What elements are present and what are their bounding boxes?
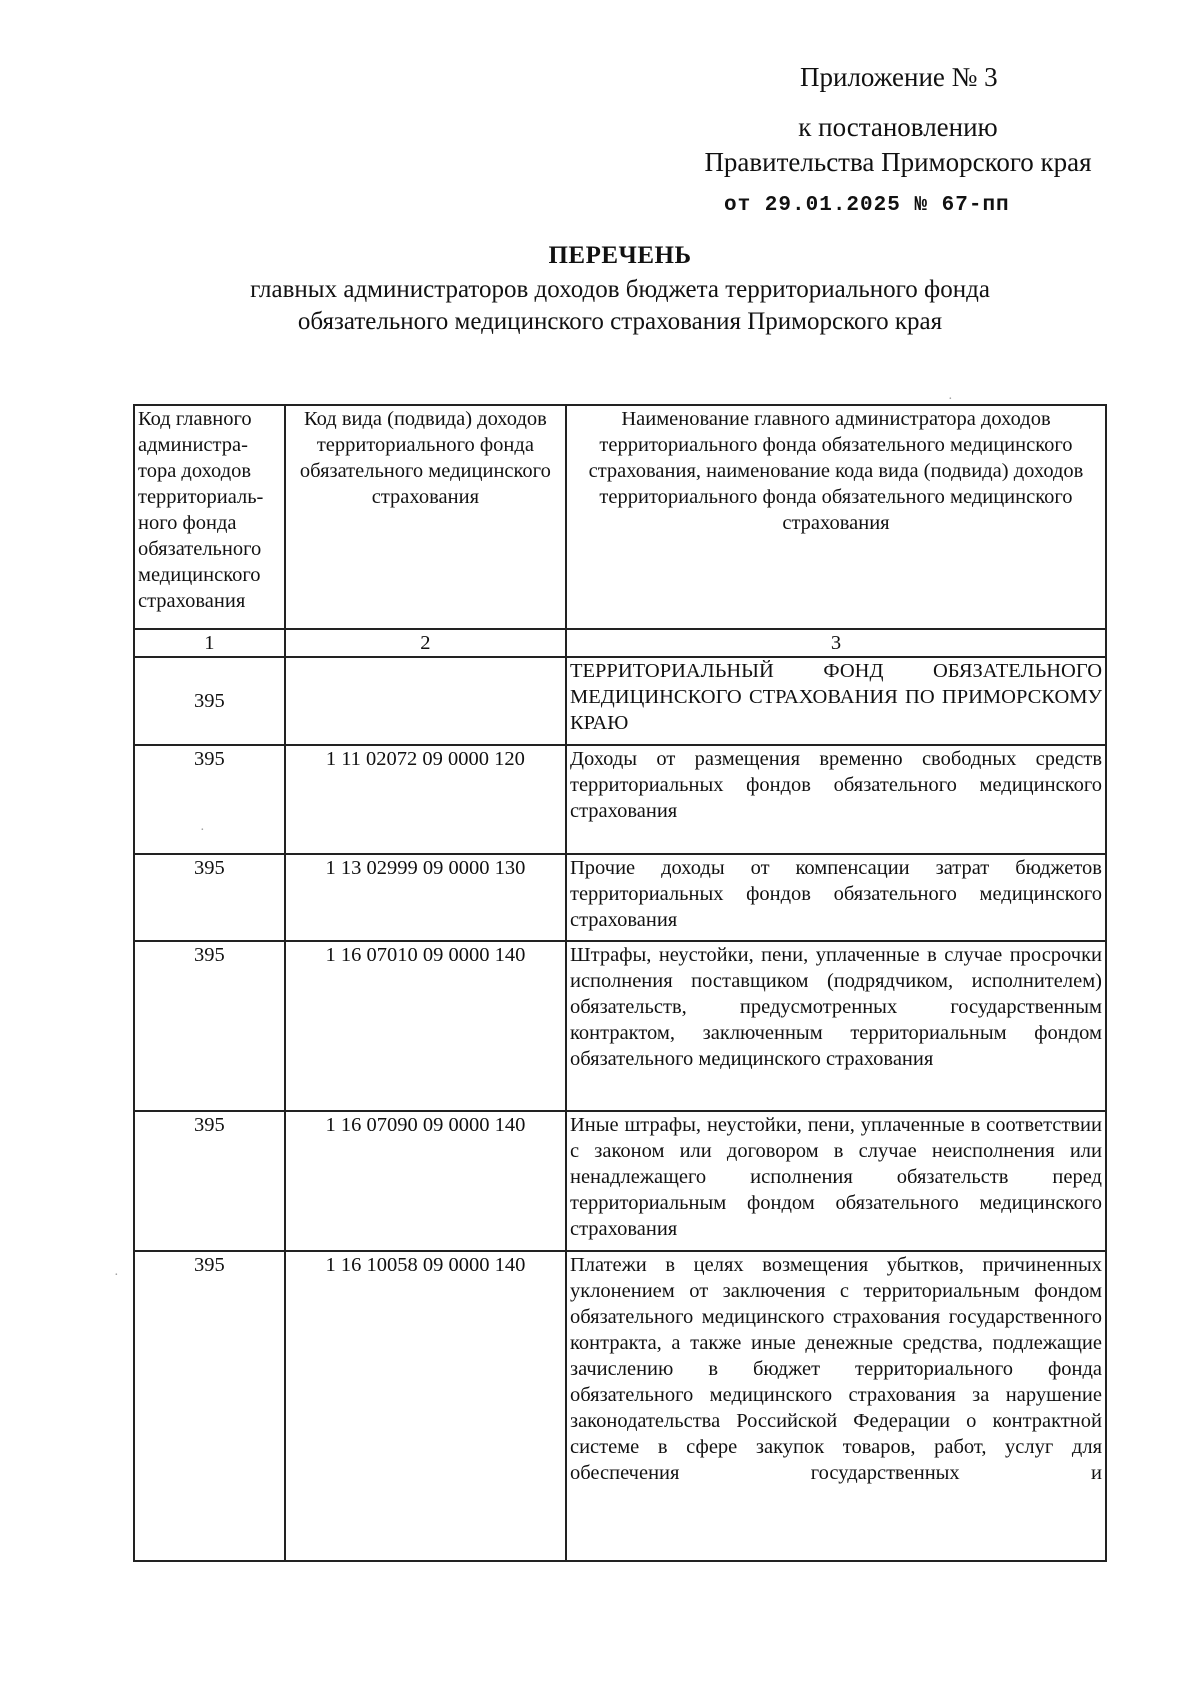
income-code-cell: [285, 657, 566, 745]
column-number: 1: [134, 629, 285, 657]
admin-code-cell: 395: [134, 1251, 285, 1561]
income-code-cell: 1 13 02999 09 0000 130: [285, 854, 566, 941]
scan-speck: ·: [114, 1268, 119, 1283]
to-resolution-line: к постановлению: [798, 112, 998, 142]
admin-code-cell: 395: [134, 941, 285, 1111]
admin-code-cell: 395: [134, 745, 285, 854]
table-header-row: [134, 405, 1106, 629]
header-admin-code: Код главного администра-тора доходов территориаль-ного фонда обязательного медицинского страхования: [134, 405, 285, 629]
income-administrators-table: [133, 404, 1107, 1562]
column-number: 2: [285, 629, 566, 657]
income-code-cell: 1 16 10058 09 0000 140: [285, 1251, 566, 1561]
name-cell: Платежи в целях возмещения убытков, причиненных уклонением от заключения с территориальным фондом обязательного медицинского страхования государственного контракта, а также иные денежные средства, подлежащие зачислению в бюджет территориального фонда обязательного медицинского страхования за нарушение законодательства Российской Федерации о контрактной системе в сфере закупок товаров, работ, услуг для обеспечения государственных и: [566, 1251, 1106, 1561]
table-row: [134, 854, 1106, 941]
appendix-number: Приложение № 3: [800, 62, 998, 92]
subtitle-line-1: главных администраторов доходов бюджета территориального фонда: [250, 276, 990, 303]
name-cell: ТЕРРИТОРИАЛЬНЫЙ ФОНД ОБЯЗАТЕЛЬНОГО МЕДИЦИНСКОГО СТРАХОВАНИЯ ПО ПРИМОРСКОМУ КРАЮ: [566, 657, 1106, 745]
scan-speck: ·: [948, 392, 953, 407]
table-row: [134, 657, 1106, 745]
appendix-reference: [698, 110, 1098, 180]
income-code-cell: 1 16 07090 09 0000 140: [285, 1111, 566, 1251]
scan-speck: ·: [200, 823, 205, 838]
admin-code-cell: 395: [134, 657, 285, 745]
table-row: [134, 1111, 1106, 1251]
resolution-date-stamp: от 29.01.2025 № 67-пп: [724, 194, 1010, 217]
table-row: [134, 1251, 1106, 1561]
name-cell: Прочие доходы от компенсации затрат бюджетов территориальных фондов обязательного медицинского страхования: [566, 854, 1106, 941]
document-subtitle: [130, 274, 1110, 338]
header-income-code: Код вида (подвида) доходов территориального фонда обязательного медицинского страхования: [285, 405, 566, 629]
table-row: [134, 745, 1106, 854]
header-name: Наименование главного администратора доходов территориального фонда обязательного медицинского страхования, наименование кода вида (подвида) доходов территориального фонда обязательного медицинского страхования: [566, 405, 1106, 629]
table-row: [134, 941, 1106, 1111]
subtitle-line-2: обязательного медицинского страхования Приморского края: [297, 308, 943, 335]
income-code-cell: 1 16 07010 09 0000 140: [285, 941, 566, 1111]
admin-code-cell: 395: [134, 1111, 285, 1251]
name-cell: Штрафы, неустойки, пени, уплаченные в случае просрочки исполнения поставщиком (подрядчиком, исполнителем) обязательств, предусмотренных государственным контрактом, заключенным территориальным фондом обязательного медицинского страхования: [566, 941, 1106, 1111]
column-number-row: [134, 629, 1106, 657]
income-code-cell: 1 11 02072 09 0000 120: [285, 745, 566, 854]
name-cell: Доходы от размещения временно свободных средств территориальных фондов обязательного медицинского страхования: [566, 745, 1106, 854]
name-cell: Иные штрафы, неустойки, пени, уплаченные в соответствии с законом или договором в случае неисполнения или ненадлежащего исполнения обязательств перед территориальным фондом обязательного медицинского страхования: [566, 1111, 1106, 1251]
document-title: ПЕРЕЧЕНЬ: [548, 242, 692, 269]
column-number: 3: [566, 629, 1106, 657]
government-line: Правительства Приморского края: [704, 147, 1092, 177]
admin-code-cell: 395: [134, 854, 285, 941]
